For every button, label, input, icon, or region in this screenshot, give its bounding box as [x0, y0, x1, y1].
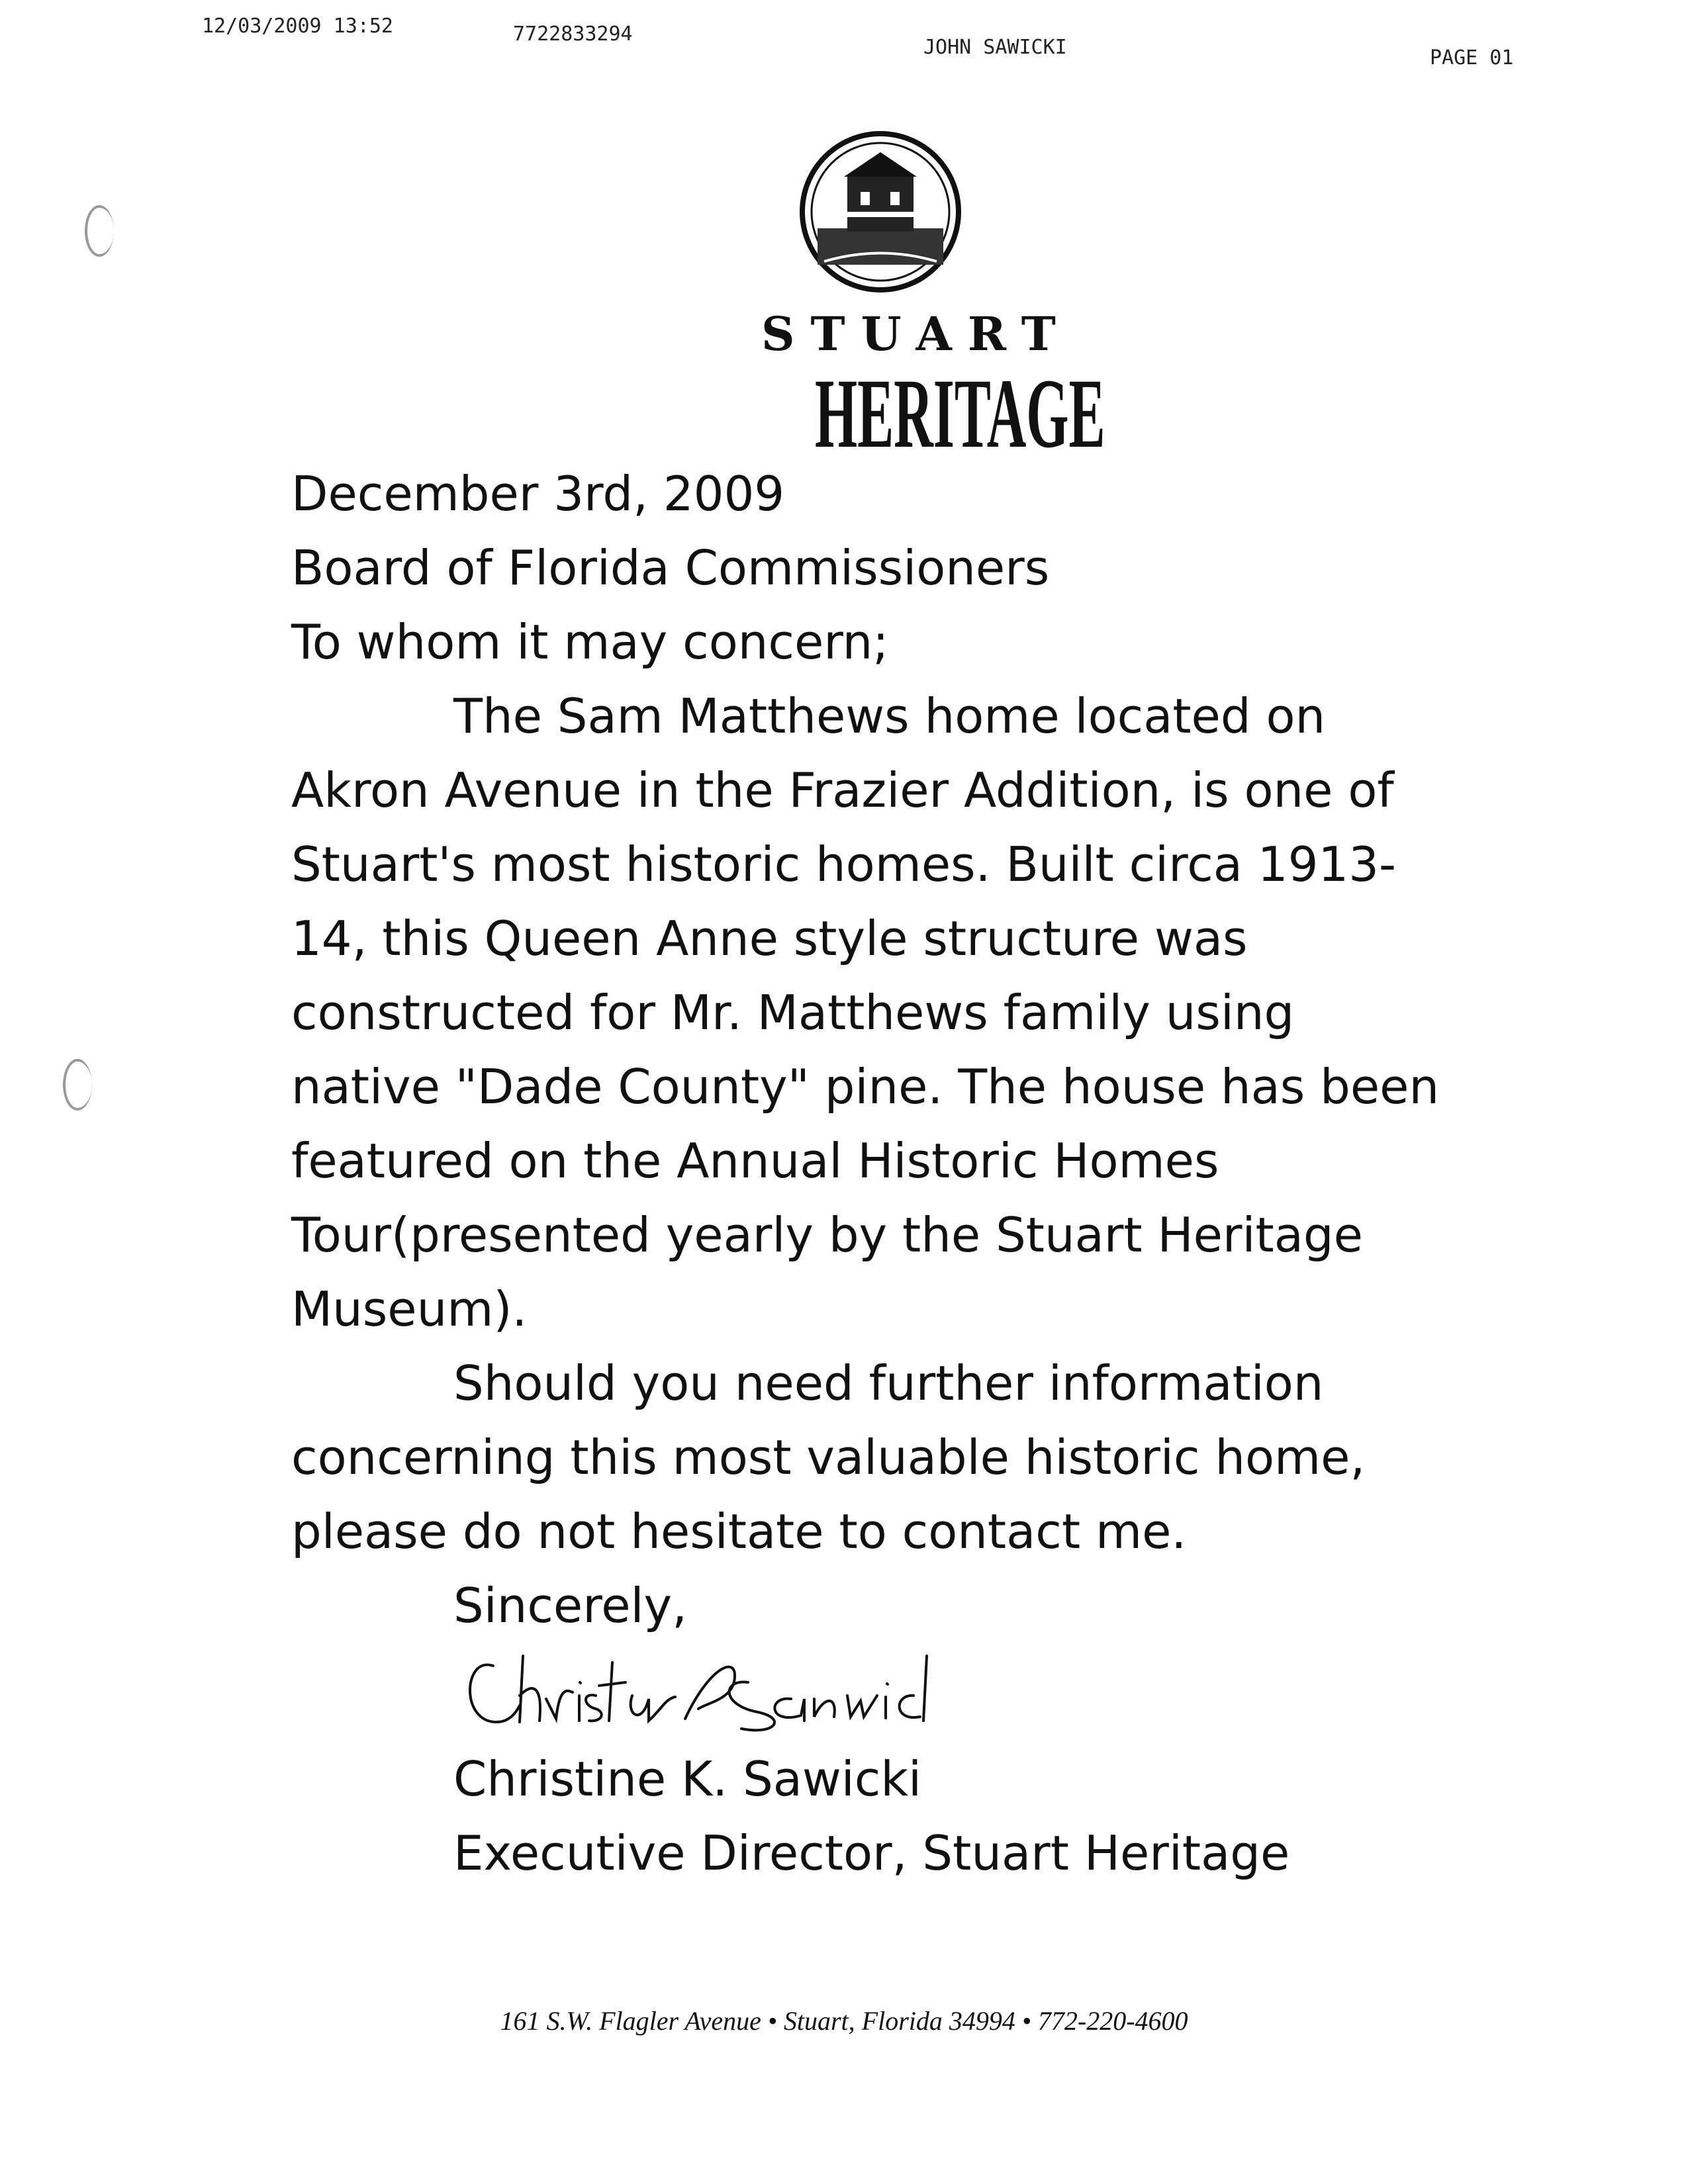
letter-paragraph-2: Should you need further information concerning this most valuable historic home, please do not hesitate to contact me. [291, 1355, 1366, 1559]
logo-top-text: STUART [761, 306, 1072, 361]
heritage-house-emblem-icon [798, 129, 963, 295]
signer-title: Executive Director, Stuart Heritage [453, 1825, 1290, 1881]
fax-date-time: 12/03/2009 13:52 [202, 15, 393, 38]
signature-icon [457, 1643, 933, 1742]
fax-sender: JOHN SAWICKI [923, 36, 1067, 59]
logo-bottom-text: HERITAGE [815, 359, 1105, 469]
letterhead-footer-address: 161 S.W. Flagler Avenue • Stuart, Florida 34994 • 772-220-4600 [500, 2006, 1188, 2036]
letter-salutation: To whom it may concern; [291, 614, 889, 670]
letter-recipient: Board of Florida Commissioners [291, 540, 1050, 596]
letter-closing: Sincerely, [453, 1578, 688, 1633]
handwritten-signature [457, 1643, 1456, 1742]
letter-body [291, 457, 1456, 1890]
stuart-heritage-logo [761, 129, 1105, 469]
letter-paragraph-1: The Sam Matthews home located on Akron Avenue in the Frazier Addition, is one of Stuart's most historic homes. Built circa 1913-14, this Queen Anne style structure was constructed for Mr. Matthews family using native "Dade County" pine. The house has been featured on the Annual Historic Homes Tour(presented yearly by the Stuart Heritage Museum). [291, 688, 1440, 1337]
binder-hole-mark [63, 1059, 92, 1111]
fax-header [0, 0, 1688, 79]
binder-hole-mark [85, 205, 114, 257]
signer-name: Christine K. Sawicki [453, 1751, 922, 1807]
fax-number: 7722833294 [513, 23, 633, 46]
fax-page-number: PAGE 01 [1430, 46, 1514, 69]
letter-date: December 3rd, 2009 [291, 466, 785, 522]
